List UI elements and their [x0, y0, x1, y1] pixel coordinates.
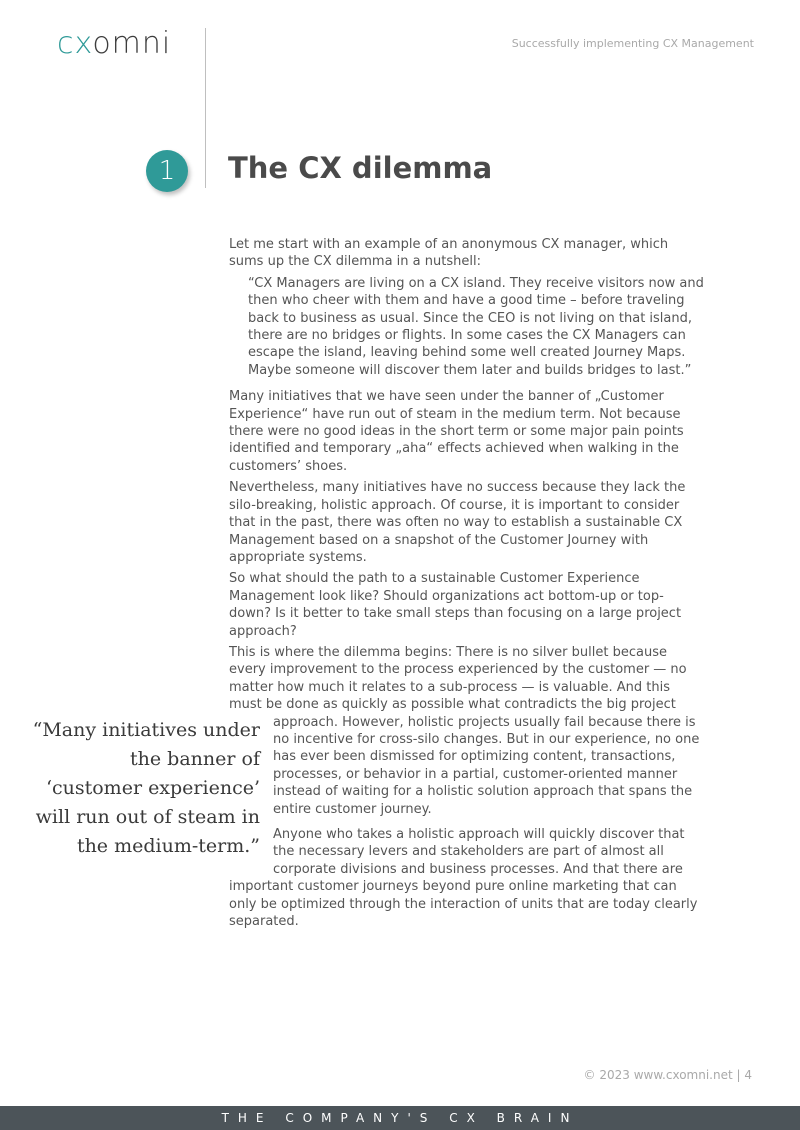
header-tagline: Successfully implementing CX Management — [511, 37, 754, 50]
paragraph-4a: This is where the dilemma begins: There is no silver bullet because every improvement to the process experienced by the customer — no matter how much it relates to a sub-process — is valuable. And this must be done as quickly as possible what contradicts the big project — [229, 644, 687, 713]
paragraph-2: Nevertheless, many initiatives have no success because they lack the silo-breaking, holistic approach. Of course, it is important to consider that in the past, there was often no way to establish a sustainable CX Management based on a snapshot of the Customer Journey with appropriate systems. — [229, 480, 686, 565]
paragraph-4b: approach. However, holistic projects usually fail because there is no incentive for cross-silo changes. But in our experience, no one has ever been dismissed for optimizing content, transactions, processes, or behavior in a partial, customer-oriented manner instead of waiting for a holistic solution approach that spans the entire customer journey. — [273, 714, 700, 817]
paragraph-1: Many initiatives that we have seen under the banner of „Customer Experience“ have run out of steam in the medium term. Not because there were no good ideas in the short term or some major pain points identified and temporary „aha“ effects achieved when walking in the customers’ shoes. — [229, 389, 684, 474]
footer-banner — [0, 1106, 800, 1130]
pull-quote: “Many initiatives under the banner of ‘customer experience’ will run out of steam in the medium-term.” — [32, 719, 260, 857]
chapter-title: The CX dilemma — [228, 151, 493, 185]
footer-copyright: © 2023 www.cxomni.net | 4 — [583, 1068, 752, 1082]
logo-suffix: omni — [92, 26, 172, 61]
brand-logo — [57, 26, 171, 61]
footer-banner-text: THE COMPANY'S CX BRAIN — [221, 1111, 579, 1125]
header-divider — [205, 28, 206, 188]
logo-prefix: cx — [57, 26, 93, 61]
intro-paragraph: Let me start with an example of an anonymous CX manager, which sums up the CX dilemma in a nutshell: — [229, 237, 669, 270]
paragraph-5b: important customer journeys beyond pure online marketing that can only be optimized through the interaction of units that are today clearly separated. — [229, 879, 698, 930]
chapter-number-badge: 1 — [146, 150, 188, 192]
paragraph-5a: Anyone who takes a holistic approach will quickly discover that the necessary levers and stakeholders are part of almost all corporate divisions and business processes. And that there are — [273, 827, 685, 877]
paragraph-3: So what should the path to a sustainable Customer Experience Management look like? Should organizations act bottom-up or top-down? Is it better to take small steps than focusing on a large project approach? — [229, 571, 682, 639]
article-body — [229, 236, 704, 934]
block-quote: “CX Managers are living on a CX island. They receive visitors now and then who cheer with them and have a good time – before traveling back to business as usual. Since the CEO is not living on that island, there are no bridges or flights. In some cases the CX Managers can escape the island, leaving behind some well created Journey Maps. Maybe someone will discover them later and builds bridges to last.” — [248, 275, 704, 378]
